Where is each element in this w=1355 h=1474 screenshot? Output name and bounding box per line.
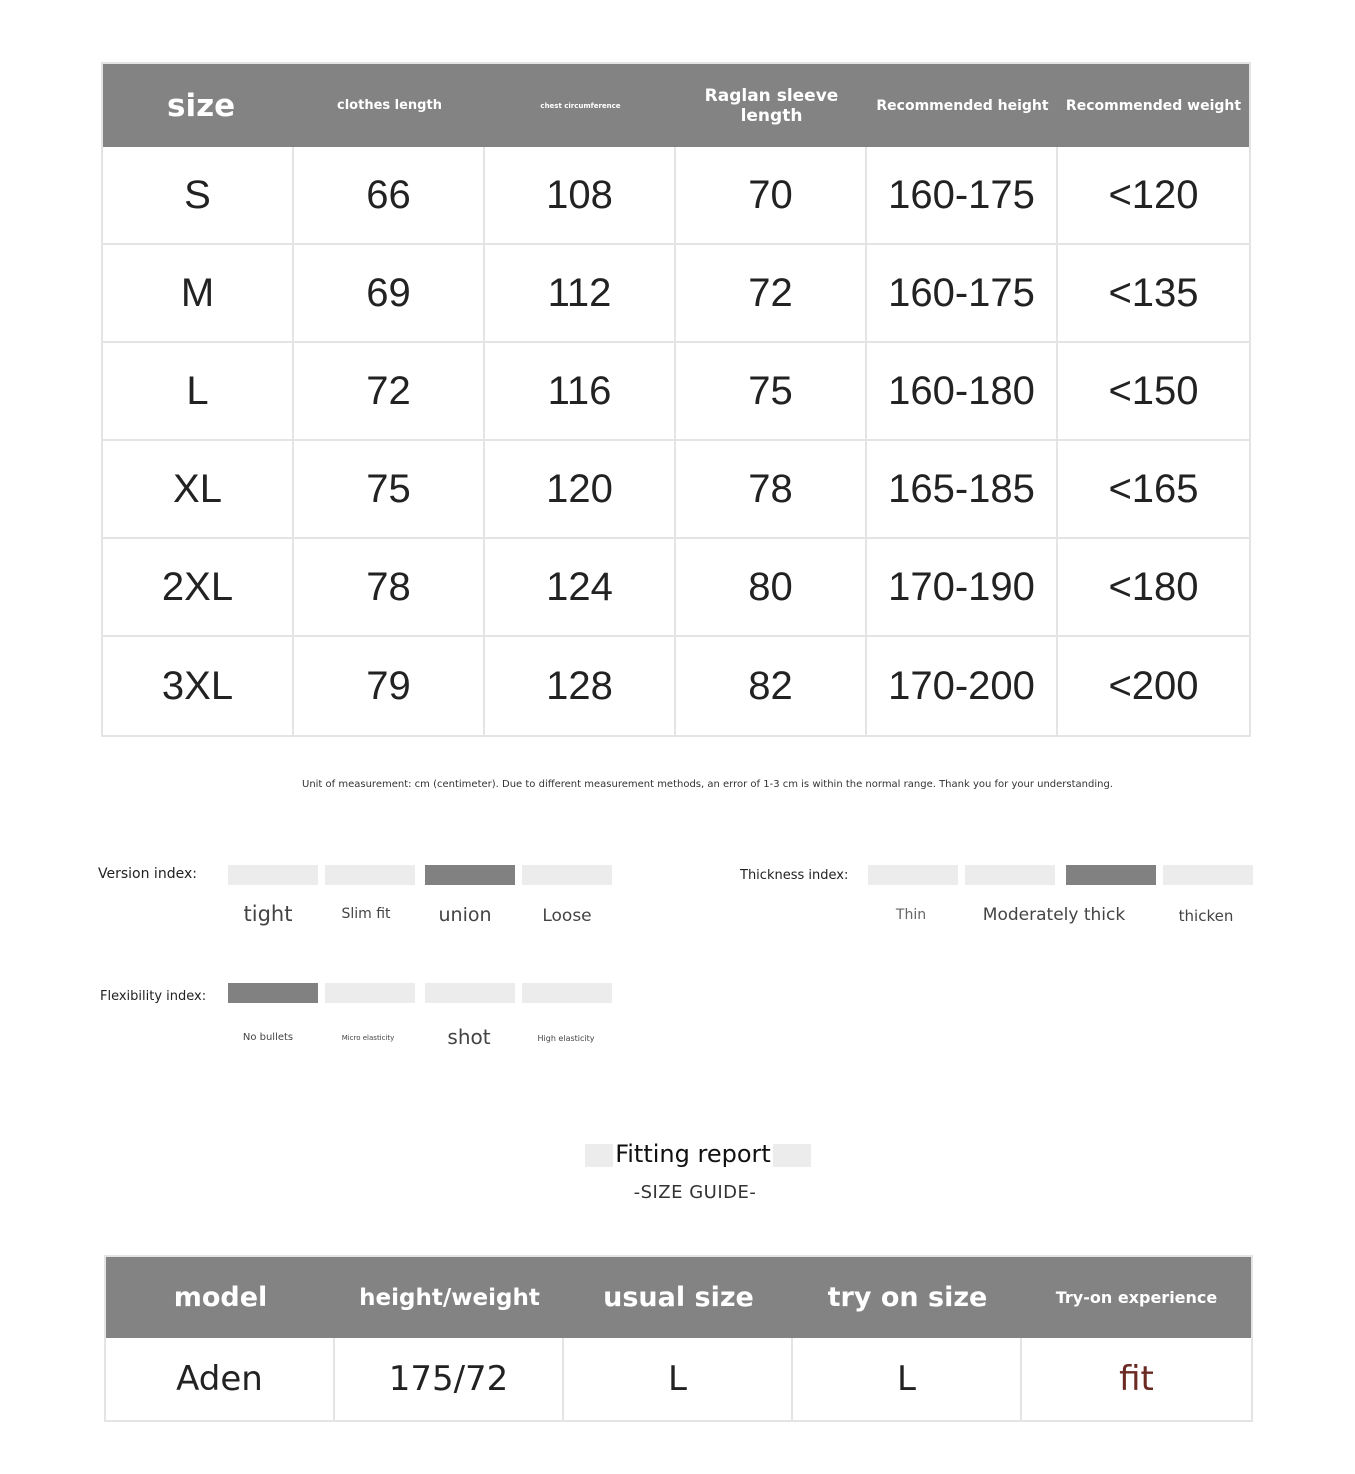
header-model: model (106, 1257, 335, 1338)
cell-try-on-experience: fit (1119, 1359, 1154, 1399)
measurement-note: Unit of measurement: cm (centimeter). Due to different measurement methods, an error of 1-3 cm is within the normal range. Thank you for your understanding. (302, 779, 1113, 790)
header-try-on-size: try on size (793, 1257, 1022, 1338)
cell-chest: 128 (485, 637, 676, 735)
header-height-weight: height/weight (335, 1257, 564, 1338)
version-index-bar-selected (425, 865, 515, 885)
cell-weight: <120 (1058, 147, 1249, 245)
thickness-option: Moderately thick (982, 905, 1126, 925)
cell-try-on-size: L (793, 1338, 1022, 1420)
version-index-bar (522, 865, 612, 885)
fitting-report-title (0, 1140, 1355, 1168)
cell-height: 165-185 (867, 441, 1058, 539)
thickness-index-bar (868, 865, 958, 885)
flexibility-index-bar (425, 983, 515, 1003)
thickness-option: Thin (895, 907, 927, 923)
cell-height: 160-175 (867, 147, 1058, 245)
cell-weight: <165 (1058, 441, 1249, 539)
flexibility-option: No bullets (242, 1032, 294, 1043)
flexibility-index-bar (325, 983, 415, 1003)
cell-usual-size: L (564, 1338, 793, 1420)
cell-chest: 124 (485, 539, 676, 637)
cell-size: M (103, 245, 294, 343)
cell-size: L (103, 343, 294, 441)
version-option: Slim fit (341, 906, 391, 922)
flexibility-option: Micro elasticity (341, 1034, 395, 1042)
cell-clothes-length: 72 (294, 343, 485, 441)
cell-height: 170-200 (867, 637, 1058, 735)
cell-weight: <180 (1058, 539, 1249, 637)
flexibility-index-bar (522, 983, 612, 1003)
cell-height-weight: 175/72 (335, 1338, 564, 1420)
version-index-bar (228, 865, 318, 885)
header-chest-circumference: chest circumference (485, 64, 676, 147)
cell-size: 3XL (103, 637, 294, 735)
header-recommended-height: Recommended height (867, 64, 1058, 147)
version-option: Loose (542, 906, 592, 926)
fitting-report-table (104, 1255, 1253, 1422)
header-clothes-length: clothes length (294, 64, 485, 147)
header-size: size (103, 64, 294, 147)
cell-chest: 108 (485, 147, 676, 245)
cell-clothes-length: 69 (294, 245, 485, 343)
cell-chest: 116 (485, 343, 676, 441)
thickness-option: thicken (1178, 907, 1234, 925)
cell-size: 2XL (103, 539, 294, 637)
thickness-index-bar (965, 865, 1055, 885)
fitting-report-title-text: Fitting report (615, 1140, 771, 1168)
cell-sleeve: 70 (676, 147, 867, 245)
cell-sleeve: 72 (676, 245, 867, 343)
cell-weight: <150 (1058, 343, 1249, 441)
cell-weight: <135 (1058, 245, 1249, 343)
version-index-bar (325, 865, 415, 885)
version-index-label: Version index: (98, 866, 197, 882)
size-chart-table (101, 62, 1251, 737)
cell-height: 170-190 (867, 539, 1058, 637)
cell-chest: 120 (485, 441, 676, 539)
cell-sleeve: 75 (676, 343, 867, 441)
cell-height: 160-180 (867, 343, 1058, 441)
flexibility-index-bar-selected (228, 983, 318, 1003)
cell-size: S (103, 147, 294, 245)
thickness-index-bar (1163, 865, 1253, 885)
version-option: union (438, 904, 492, 926)
header-usual-size: usual size (564, 1257, 793, 1338)
cell-model: Aden (106, 1338, 335, 1420)
cell-clothes-length: 78 (294, 539, 485, 637)
fitting-report-subtitle: -SIZE GUIDE- (633, 1182, 757, 1203)
cell-sleeve: 80 (676, 539, 867, 637)
thickness-index-bar-selected (1066, 865, 1156, 885)
flexibility-index-label: Flexibility index: (100, 989, 207, 1004)
cell-chest: 112 (485, 245, 676, 343)
cell-weight: <200 (1108, 663, 1199, 708)
flexibility-option: High elasticity (537, 1034, 595, 1043)
cell-sleeve: 78 (676, 441, 867, 539)
header-try-on-experience: Try-on experience (1022, 1257, 1251, 1338)
cell-clothes-length: 66 (294, 147, 485, 245)
thickness-index-label: Thickness index: (740, 868, 849, 883)
cell-sleeve: 82 (676, 637, 867, 735)
version-option: tight (243, 902, 293, 926)
cell-height: 160-175 (867, 245, 1058, 343)
header-recommended-weight: Recommended weight (1058, 64, 1249, 147)
cell-size: XL (103, 441, 294, 539)
flexibility-option: shot (447, 1025, 491, 1049)
cell-clothes-length: 75 (294, 441, 485, 539)
cell-clothes-length: 79 (294, 637, 485, 735)
header-raglan-sleeve-length: Raglan sleeve length (676, 64, 867, 147)
